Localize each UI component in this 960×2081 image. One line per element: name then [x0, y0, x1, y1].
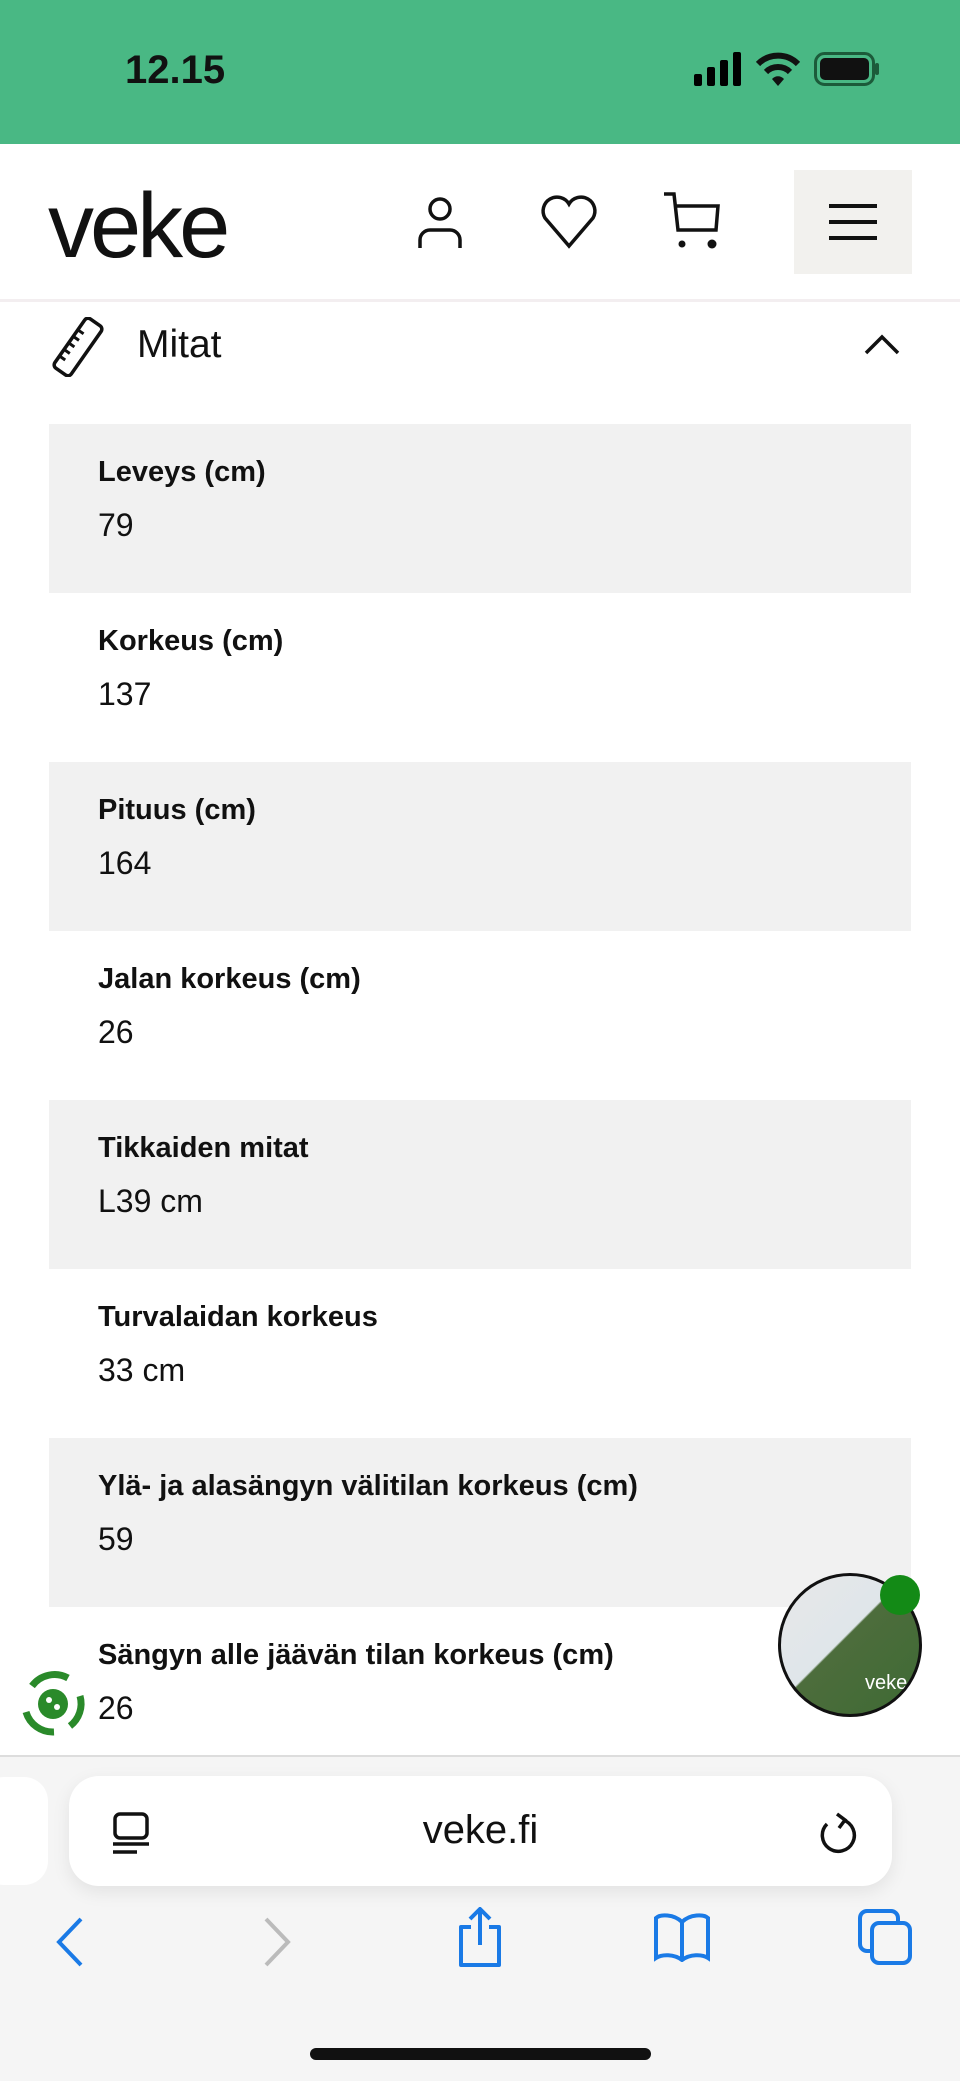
dimension-value: L39 cm [98, 1183, 203, 1219]
table-row [49, 424, 911, 593]
browser-toolbar [0, 1755, 960, 2081]
veke-logo[interactable]: veke [48, 175, 227, 277]
forward-icon[interactable] [262, 1917, 292, 1967]
back-icon[interactable] [55, 1917, 85, 1967]
status-bar [0, 0, 960, 144]
dimension-value: 59 [98, 1521, 134, 1557]
dimension-label: Korkeus (cm) [98, 625, 284, 657]
heart-icon[interactable] [540, 194, 598, 250]
battery-icon [814, 52, 880, 86]
dimension-label: Sängyn alle jäävän tilan korkeus (cm) [98, 1639, 614, 1671]
dimension-label: Turvalaidan korkeus [98, 1301, 378, 1333]
sustainability-recycle-icon[interactable] [18, 1668, 88, 1738]
previous-tab-peek[interactable] [0, 1777, 48, 1885]
ruler-icon [50, 317, 106, 377]
dimension-label: Pituus (cm) [98, 794, 256, 826]
reload-icon[interactable] [817, 1812, 857, 1856]
dimension-label: Jalan korkeus (cm) [98, 963, 361, 995]
dimension-value: 164 [98, 845, 152, 881]
table-row [49, 1438, 911, 1607]
menu-button[interactable] [794, 170, 912, 274]
account-icon[interactable] [415, 194, 465, 250]
bookmarks-icon[interactable] [652, 1912, 712, 1962]
dimension-value: 33 cm [98, 1352, 186, 1388]
chevron-up-icon[interactable] [864, 333, 900, 355]
dimension-label: Tikkaiden mitat [98, 1132, 309, 1164]
site-header [0, 144, 960, 302]
address-bar[interactable] [69, 1776, 892, 1886]
dimensions-table [49, 424, 911, 1776]
status-time: 12.15 [125, 48, 226, 92]
signal-icon [694, 52, 742, 86]
dimension-value: 26 [98, 1690, 134, 1726]
chat-avatar-text: veke [865, 1672, 908, 1694]
dimension-value: 137 [98, 676, 152, 712]
share-icon[interactable] [455, 1907, 505, 1969]
online-status-dot [880, 1575, 920, 1615]
cart-icon[interactable] [662, 190, 724, 252]
table-row [49, 1100, 911, 1269]
table-row [49, 1269, 911, 1438]
accordion-title: Mitat [137, 323, 222, 366]
dimension-value: 79 [98, 507, 134, 543]
url-text: veke.fi [422, 1808, 539, 1852]
table-row [49, 931, 911, 1100]
home-indicator [310, 2048, 651, 2060]
dimension-value: 26 [98, 1014, 134, 1050]
dimension-label: Ylä- ja alasängyn välitilan korkeus (cm) [98, 1470, 638, 1502]
accordion-dimensions-header[interactable] [0, 305, 960, 415]
wifi-icon [756, 52, 800, 86]
tabs-icon[interactable] [858, 1909, 914, 1965]
table-row [49, 593, 911, 762]
table-row [49, 762, 911, 931]
dimension-label: Leveys (cm) [98, 456, 266, 488]
